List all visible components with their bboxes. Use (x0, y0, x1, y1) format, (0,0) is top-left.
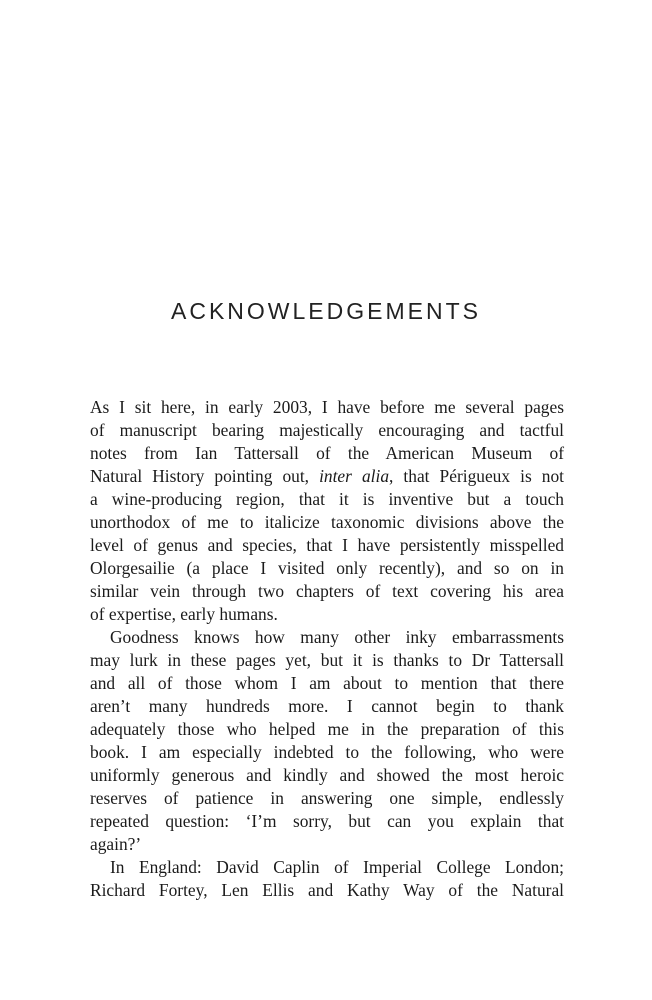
text-line: As I sit here, in early 2003, I have before me several pages (90, 397, 564, 417)
body-text (90, 396, 564, 902)
text-segment: , that Périgueux is not (389, 466, 564, 486)
text-line (90, 465, 564, 488)
text-line: Goodness knows how many other inky embarrassments (110, 627, 564, 647)
text-line: notes from Ian Tattersall of the American Museum of (90, 443, 564, 463)
text-line: uniformly generous and kindly and showed the most heroic (90, 765, 564, 785)
italic-phrase: inter alia (319, 466, 390, 486)
text-line: a wine-producing region, that it is inventive but a touch (90, 489, 564, 509)
text-line: Olorgesailie (a place I visited only recently), and so on in (90, 558, 564, 578)
text-line: and all of those whom I am about to mention that there (90, 673, 564, 693)
text-line: similar vein through two chapters of text covering his area (90, 581, 564, 601)
chapter-title: ACKNOWLEDGEMENTS (171, 298, 481, 324)
text-line: reserves of patience in answering one simple, endlessly (90, 788, 564, 808)
text-line: of expertise, early humans. (90, 604, 278, 624)
text-line: unorthodox of me to italicize taxonomic divisions above the (90, 512, 564, 532)
paragraph-3 (90, 856, 564, 902)
text-line: Richard Fortey, Len Ellis and Kathy Way of the Natural (90, 880, 564, 900)
text-line: In England: David Caplin of Imperial College London; (110, 857, 564, 877)
text-line: level of genus and species, that I have persistently misspelled (90, 535, 564, 555)
paragraph-2 (90, 626, 564, 856)
text-line: repeated question: ‘I’m sorry, but can you explain that (90, 811, 564, 831)
text-line: book. I am especially indebted to the following, who were (90, 742, 564, 762)
text-segment: Natural History pointing out, (90, 466, 320, 486)
text-line: of manuscript bearing majestically encouraging and tactful (90, 420, 564, 440)
text-line: again?’ (90, 834, 142, 854)
text-line: aren’t many hundreds more. I cannot begin to thank (90, 696, 564, 716)
text-line: may lurk in these pages yet, but it is thanks to Dr Tattersall (90, 650, 564, 670)
text-line: adequately those who helped me in the preparation of this (90, 719, 564, 739)
paragraph-1 (90, 396, 564, 626)
